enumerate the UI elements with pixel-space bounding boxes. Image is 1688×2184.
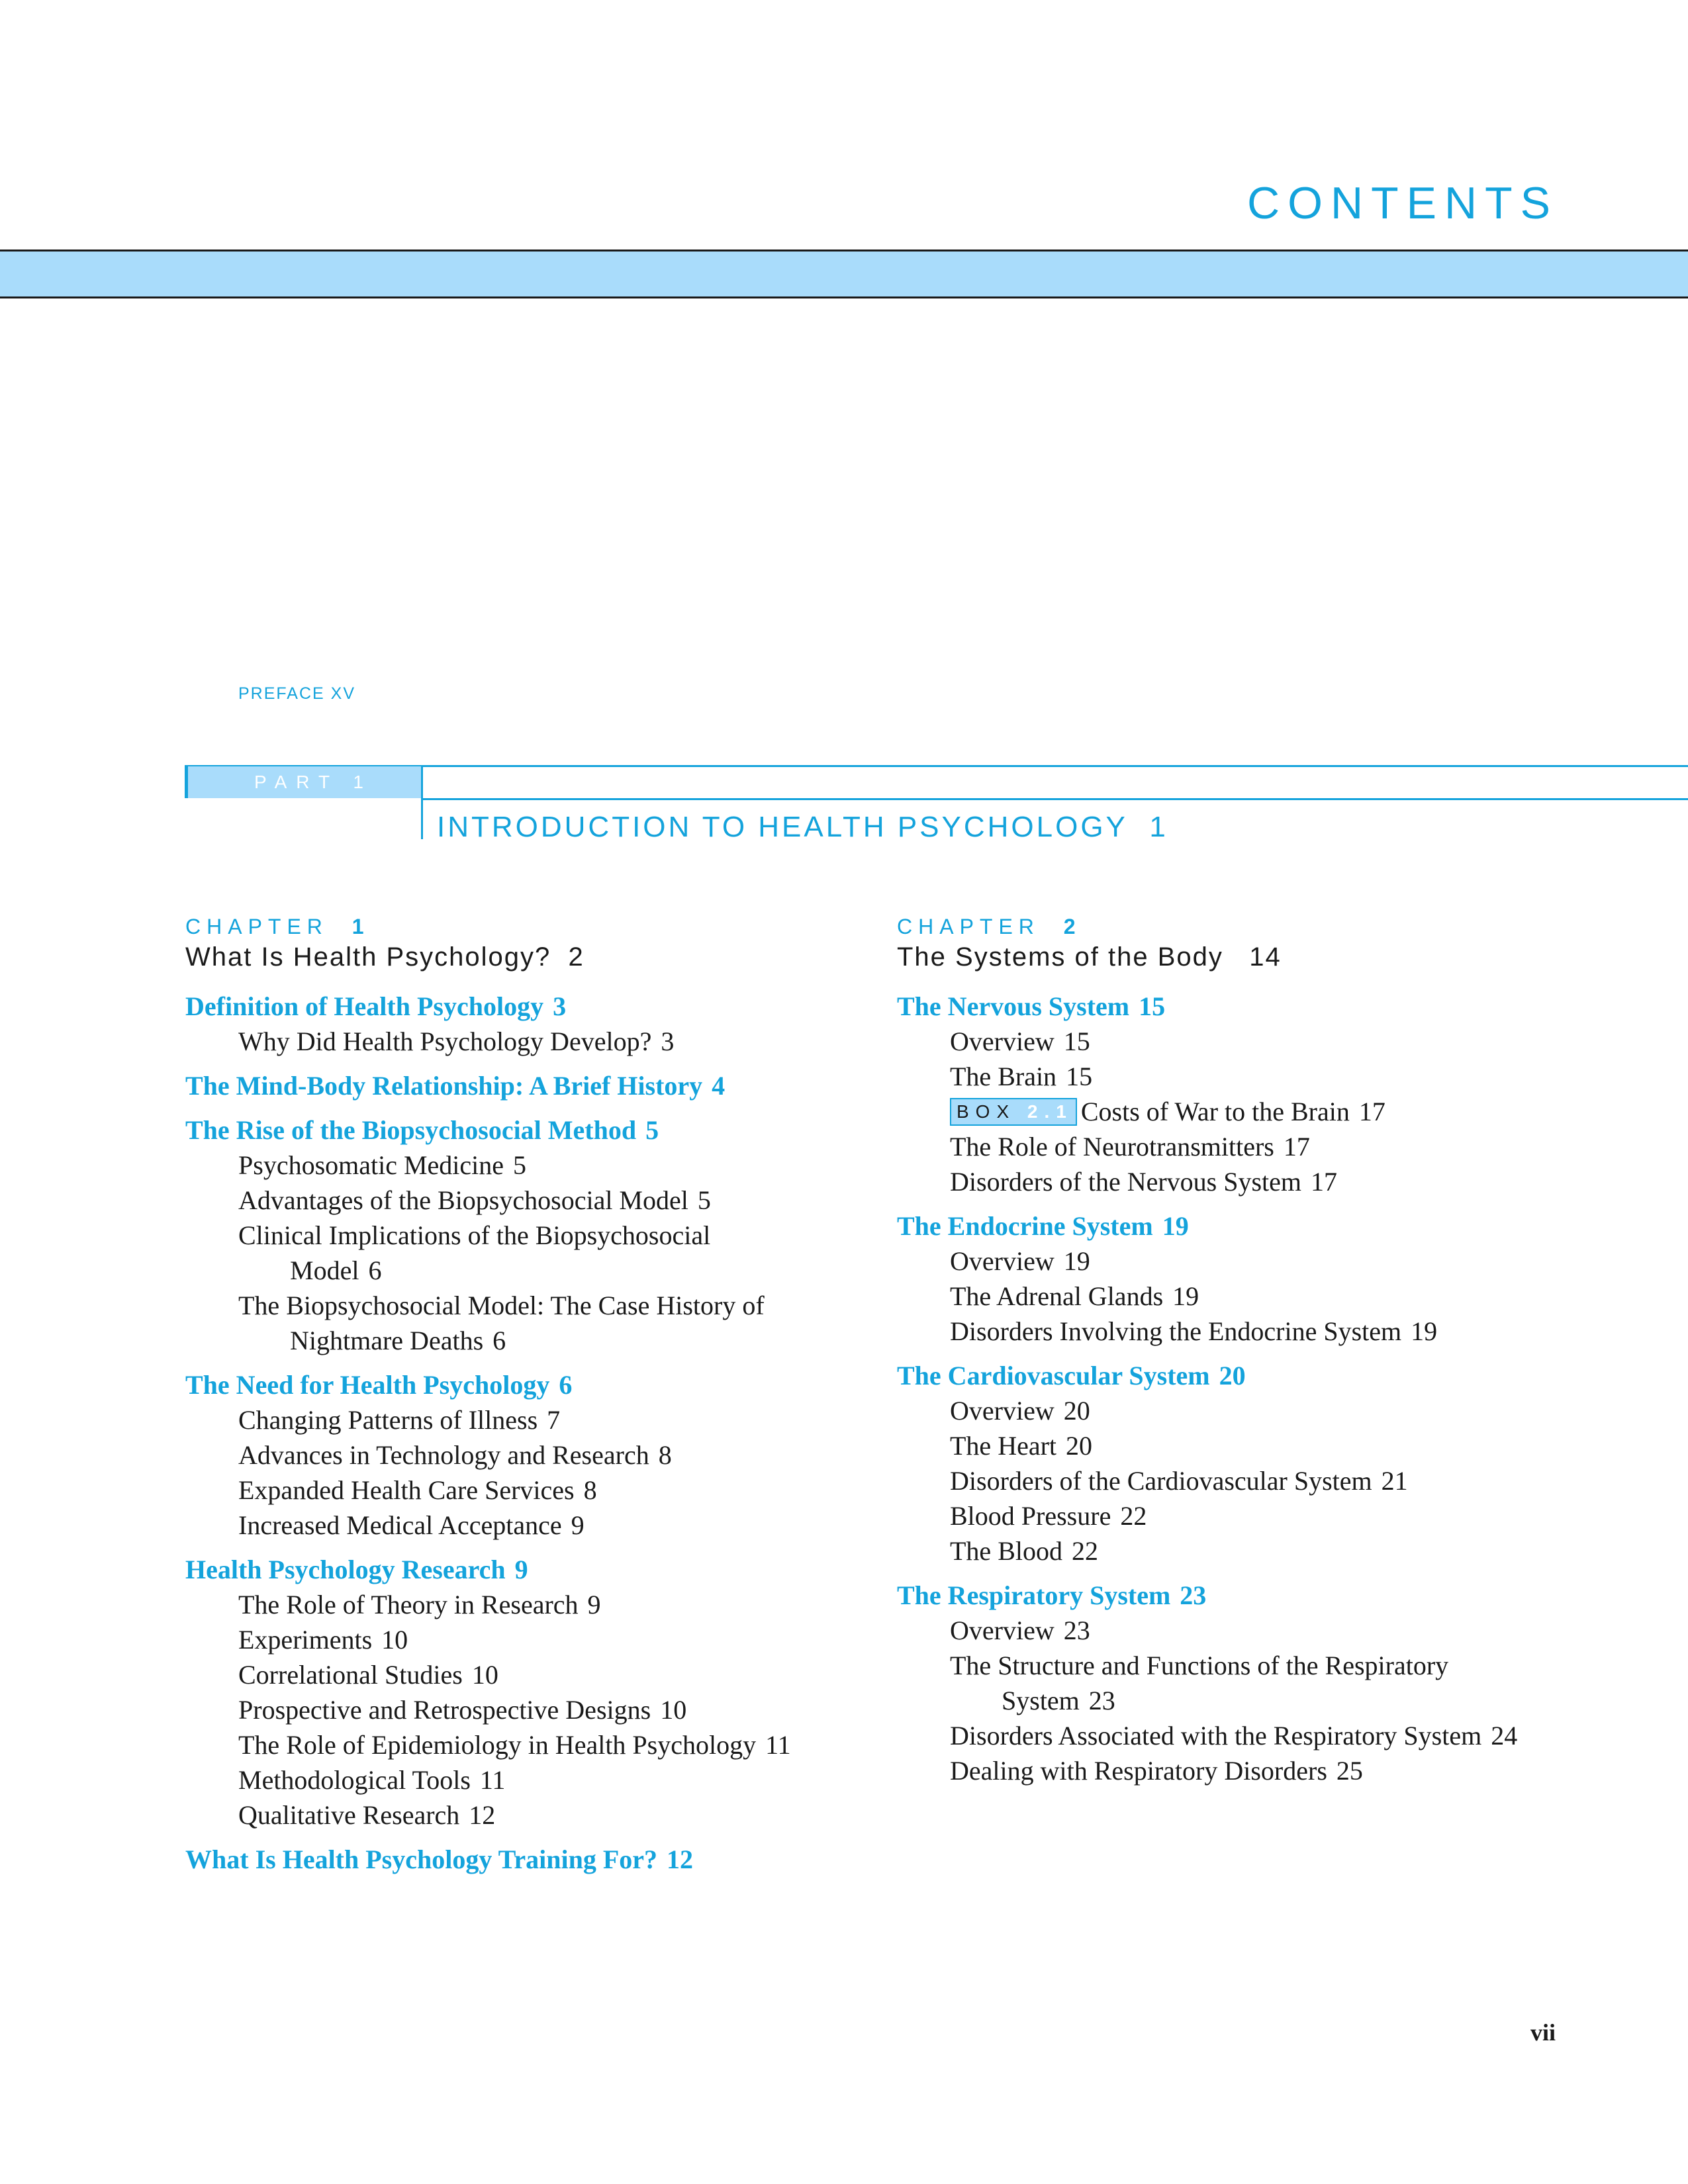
entry-page: 5 xyxy=(513,1150,527,1180)
section-title: The Rise of the Biopsychosocial Method xyxy=(185,1115,637,1145)
toc-section[interactable] xyxy=(185,1068,874,1103)
box-number: 2.1 xyxy=(1027,1101,1073,1122)
section-page: 4 xyxy=(712,1071,726,1101)
entry-page: 9 xyxy=(587,1590,601,1619)
entry-title: Psychosomatic Medicine xyxy=(238,1150,504,1180)
entry-title: Overview xyxy=(950,1396,1055,1426)
box-tag xyxy=(950,1098,1077,1126)
part-divider xyxy=(421,765,423,839)
chapter-label xyxy=(897,913,1585,940)
toc-entry[interactable] xyxy=(185,1762,874,1797)
section-title: The Cardiovascular System xyxy=(897,1361,1210,1390)
section-title: What Is Health Psychology Training For? xyxy=(185,1844,658,1874)
entry-title: The Heart xyxy=(950,1431,1057,1461)
toc-entry[interactable] xyxy=(897,1279,1585,1314)
entry-title: The Role of Theory in Research xyxy=(238,1590,579,1619)
entry-page: 6 xyxy=(368,1255,382,1285)
section-title: The Nervous System xyxy=(897,991,1130,1021)
entry-page: 25 xyxy=(1336,1756,1363,1786)
chapter-word: CHAPTER xyxy=(185,915,328,938)
chapter-title-text: What Is Health Psychology? xyxy=(185,942,551,972)
toc-entry[interactable] xyxy=(897,1463,1585,1498)
toc-entry[interactable] xyxy=(185,1508,874,1543)
entry-page: 8 xyxy=(583,1475,597,1505)
section-page: 5 xyxy=(645,1115,659,1145)
entry-title: Why Did Health Psychology Develop? xyxy=(238,1026,652,1056)
section-page: 3 xyxy=(553,991,567,1021)
entry-title: The Biopsychosocial Model: The Case History of xyxy=(238,1291,765,1320)
toc-section[interactable] xyxy=(185,1367,874,1402)
toc-section[interactable] xyxy=(185,1552,874,1587)
entry-title: Clinical Implications of the Biopsychosocial xyxy=(238,1220,711,1250)
page-title: CONTENTS xyxy=(1247,178,1558,228)
toc-entry[interactable] xyxy=(185,1218,874,1288)
entry-title: Disorders of the Cardiovascular System xyxy=(950,1466,1372,1496)
entry-title: Qualitative Research xyxy=(238,1800,460,1830)
toc-entry[interactable] xyxy=(897,1164,1585,1199)
toc-entry[interactable] xyxy=(897,1244,1585,1279)
section-page: 12 xyxy=(667,1844,694,1874)
entry-page: 23 xyxy=(1063,1615,1090,1645)
entry-page: 21 xyxy=(1381,1466,1408,1496)
entry-title: Experiments xyxy=(238,1625,373,1655)
toc-section[interactable] xyxy=(185,1113,874,1148)
section-title: The Endocrine System xyxy=(897,1211,1153,1241)
entry-page: 20 xyxy=(1066,1431,1093,1461)
toc-entry[interactable] xyxy=(897,1648,1585,1718)
entry-title: Overview xyxy=(950,1615,1055,1645)
toc-section[interactable] xyxy=(897,1358,1585,1393)
toc-entry[interactable] xyxy=(185,1024,874,1059)
entry-title: Advantages of the Biopsychosocial Model xyxy=(238,1185,688,1215)
toc-entry[interactable] xyxy=(897,1753,1585,1788)
entry-title: Disorders of the Nervous System xyxy=(950,1167,1302,1197)
page-number: vii xyxy=(1530,2019,1556,2046)
entry-page: 3 xyxy=(661,1026,675,1056)
toc-entry[interactable] xyxy=(897,1613,1585,1648)
entry-page: 5 xyxy=(697,1185,711,1215)
entry-page: 11 xyxy=(479,1765,506,1795)
entry-title: Increased Medical Acceptance xyxy=(238,1510,562,1540)
chapter-page: 14 xyxy=(1249,942,1282,972)
toc-entry[interactable] xyxy=(897,1059,1585,1094)
entry-page: 10 xyxy=(660,1695,687,1725)
part-label-box xyxy=(185,765,423,798)
toc-section[interactable] xyxy=(897,1578,1585,1613)
section-title: The Mind-Body Relationship: A Brief History xyxy=(185,1071,703,1101)
toc-section[interactable] xyxy=(185,989,874,1024)
entry-page: 11 xyxy=(765,1730,791,1760)
toc-entry[interactable] xyxy=(897,1314,1585,1349)
section-page: 23 xyxy=(1180,1580,1207,1610)
entry-title: Costs of War to the Brain xyxy=(1080,1097,1350,1126)
entry-title: Disorders Associated with the Respiratory System xyxy=(950,1721,1482,1751)
toc-entry[interactable] xyxy=(185,1148,874,1183)
toc-entry[interactable] xyxy=(185,1437,874,1473)
toc-entry[interactable] xyxy=(897,1024,1585,1059)
entry-page: 8 xyxy=(658,1440,672,1470)
entry-page: 22 xyxy=(1120,1501,1147,1531)
entry-title: Correlational Studies xyxy=(238,1660,463,1690)
chapter-1-column xyxy=(185,913,874,1877)
entry-title-cont: System xyxy=(1002,1686,1080,1715)
entry-title: Prospective and Retrospective Designs xyxy=(238,1695,651,1725)
entry-title: The Brain xyxy=(950,1062,1057,1091)
toc-entry[interactable] xyxy=(897,1498,1585,1533)
entry-page: 10 xyxy=(471,1660,498,1690)
chapter-title-text: The Systems of the Body xyxy=(897,942,1223,972)
entry-title: Methodological Tools xyxy=(238,1765,471,1795)
toc-entry[interactable] xyxy=(897,1533,1585,1569)
entry-title: The Role of Epidemiology in Health Psychology xyxy=(238,1730,757,1760)
entry-page: 17 xyxy=(1311,1167,1338,1197)
entry-title: Expanded Health Care Services xyxy=(238,1475,575,1505)
toc-entry[interactable] xyxy=(185,1288,874,1358)
toc-entry[interactable] xyxy=(897,1129,1585,1164)
entry-title: Overview xyxy=(950,1026,1055,1056)
entry-page: 24 xyxy=(1491,1721,1518,1751)
chapter-page: 2 xyxy=(568,942,585,972)
toc-entry[interactable] xyxy=(185,1587,874,1622)
part-title-text: INTRODUCTION TO HEALTH PSYCHOLOGY xyxy=(437,811,1128,843)
entry-title: Advances in Technology and Research xyxy=(238,1440,649,1470)
toc-entry[interactable] xyxy=(897,1718,1585,1753)
entry-title-cont: Nightmare Deaths xyxy=(290,1326,484,1355)
chapter-2-column xyxy=(897,913,1585,1788)
entry-page: 15 xyxy=(1063,1026,1090,1056)
entry-page: 17 xyxy=(1358,1097,1385,1126)
toc-entry[interactable] xyxy=(185,1473,874,1508)
section-title: Definition of Health Psychology xyxy=(185,991,544,1021)
chapter-word: CHAPTER xyxy=(897,915,1040,938)
section-title: The Respiratory System xyxy=(897,1580,1171,1610)
entry-page: 12 xyxy=(469,1800,496,1830)
part-rule-top xyxy=(423,765,1688,767)
toc-section[interactable] xyxy=(897,989,1585,1024)
box-label: BOX xyxy=(957,1101,1016,1122)
section-title: Health Psychology Research xyxy=(185,1555,506,1584)
entry-title: The Role of Neurotransmitters xyxy=(950,1132,1274,1161)
chapter-number: 2 xyxy=(1063,915,1082,938)
entry-page: 23 xyxy=(1088,1686,1115,1715)
entry-title: The Adrenal Glands xyxy=(950,1281,1164,1311)
entry-page: 19 xyxy=(1063,1246,1090,1276)
section-title: The Need for Health Psychology xyxy=(185,1370,550,1400)
section-page: 9 xyxy=(514,1555,528,1584)
preface-entry[interactable]: PREFACE XV xyxy=(238,684,355,703)
part-label: PART 1 xyxy=(254,772,373,792)
toc-section[interactable] xyxy=(897,1208,1585,1244)
entry-title: The Blood xyxy=(950,1536,1062,1566)
chapter-label xyxy=(185,913,874,940)
section-page: 6 xyxy=(559,1370,573,1400)
toc-entry[interactable] xyxy=(185,1692,874,1727)
toc-entry[interactable] xyxy=(185,1727,874,1762)
entry-page: 20 xyxy=(1063,1396,1090,1426)
toc-entry[interactable] xyxy=(897,1393,1585,1428)
toc-entry[interactable] xyxy=(185,1622,874,1657)
entry-page: 17 xyxy=(1283,1132,1310,1161)
entry-page: 19 xyxy=(1411,1316,1438,1346)
entry-page: 15 xyxy=(1066,1062,1093,1091)
chapter-title[interactable] xyxy=(897,940,1585,979)
toc-entry[interactable] xyxy=(185,1402,874,1437)
toc-box-entry[interactable] xyxy=(897,1094,1585,1129)
toc-section[interactable] xyxy=(185,1842,874,1877)
entry-title: Disorders Involving the Endocrine System xyxy=(950,1316,1402,1346)
entry-page: 19 xyxy=(1172,1281,1199,1311)
toc-entry[interactable] xyxy=(185,1657,874,1692)
toc-entry[interactable] xyxy=(897,1428,1585,1463)
chapter-title[interactable] xyxy=(185,940,874,979)
entry-title-cont: Model xyxy=(290,1255,359,1285)
entry-page: 22 xyxy=(1071,1536,1098,1566)
toc-entry[interactable] xyxy=(185,1797,874,1833)
section-page: 19 xyxy=(1162,1211,1189,1241)
entry-title: Overview xyxy=(950,1246,1055,1276)
entry-title: The Structure and Functions of the Respiratory xyxy=(950,1651,1449,1680)
entry-page: 9 xyxy=(571,1510,585,1540)
entry-title: Blood Pressure xyxy=(950,1501,1111,1531)
entry-page: 7 xyxy=(547,1405,561,1435)
entry-page: 6 xyxy=(492,1326,506,1355)
entry-title: Changing Patterns of Illness xyxy=(238,1405,538,1435)
part-rule-bottom xyxy=(423,798,1688,800)
part-page: 1 xyxy=(1149,811,1168,843)
header-band xyxy=(0,250,1688,298)
section-page: 20 xyxy=(1219,1361,1246,1390)
toc-entry[interactable] xyxy=(185,1183,874,1218)
entry-page: 10 xyxy=(381,1625,408,1655)
chapter-number: 1 xyxy=(352,915,370,938)
part-title[interactable] xyxy=(437,811,1168,844)
section-page: 15 xyxy=(1139,991,1166,1021)
entry-title: Dealing with Respiratory Disorders xyxy=(950,1756,1327,1786)
